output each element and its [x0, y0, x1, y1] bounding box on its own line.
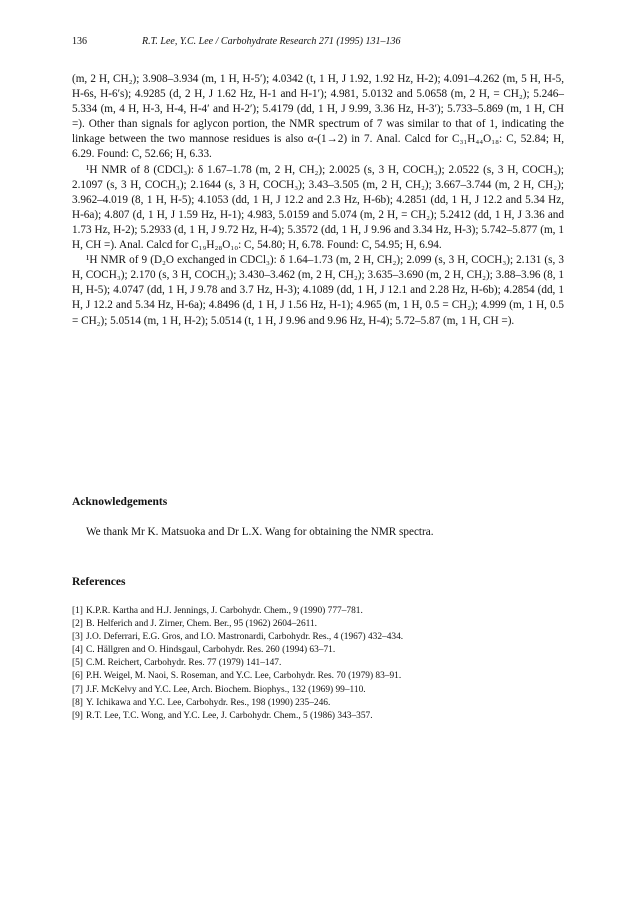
- body-paragraph-1: (m, 2 H, CH₂); 3.908–3.934 (m, 1 H, H-5′); 4.0342 (t, 1 H, J 1.92, 1.92 Hz, H-2); 4.091–4.262 (m, 5 H, H-5, H-6s, H-6′s); 4.9285 (d, 2 H, J 1.62 Hz, H-1 and H-1′); 4.981, 5.0132 and 5.0658 (m, 2 H, = CH₂); 5.246–5.334 (m, 4 H, H-3, H-4, H-4′ and H-2′); 5.4179 (dd, 1 H, J 9.99, 3.36 Hz, H-3′); 5.733–5.869 (m, 1 H, CH =). Other than signals for aglycon portion, the NMR spectrum of 7 was similar to that of 1, indicating the linkage between the two mannose residues is also α-(1→2) in 7. Anal. Calcd for C₃₁H₄₄O₁₈: C, 52.84; H, 6.29. Found: C, 52.66; H, 6.33.: [72, 73, 564, 161]
- reference-item: [72, 710, 564, 723]
- references-heading: References: [72, 576, 126, 588]
- page: [72, 36, 564, 721]
- reference-text: C. Hällgren and O. Hindsgaul, Carbohydr. Res. 260 (1994) 63–71.: [86, 645, 336, 656]
- running-head: [72, 36, 564, 50]
- reference-text: J.F. McKelvy and Y.C. Lee, Arch. Biochem. Biophys., 132 (1969) 99–110.: [86, 684, 366, 695]
- body-text: [72, 72, 564, 329]
- reference-item: [72, 605, 564, 618]
- reference-text: R.T. Lee, T.C. Wong, and Y.C. Lee, J. Carbohydr. Chem., 5 (1986) 343–357.: [86, 710, 373, 721]
- reference-item: [72, 657, 564, 670]
- reference-number: [1]: [72, 606, 83, 616]
- reference-text: K.P.R. Kartha and H.J. Jennings, J. Carbohydr. Chem., 9 (1990) 777–781.: [86, 606, 363, 616]
- reference-item: [72, 697, 564, 710]
- reference-text: P.H. Weigel, M. Naoi, S. Roseman, and Y.C. Lee, Carbohydr. Res. 70 (1979) 83–91.: [86, 671, 402, 682]
- journal-reference: R.T. Lee, Y.C. Lee / Carbohydrate Research 271 (1995) 131–136: [142, 36, 401, 47]
- reference-item: [72, 684, 564, 697]
- reference-item: [72, 618, 564, 631]
- reference-text: C.M. Reichert, Carbohydr. Res. 77 (1979) 141–147.: [86, 658, 282, 669]
- reference-text: J.O. Deferrari, E.G. Gros, and I.O. Mastronardi, Carbohydr. Res., 4 (1967) 432–434.: [86, 632, 404, 643]
- acknowledgements-heading: Acknowledgements: [72, 496, 168, 508]
- reference-number: [7]: [72, 684, 83, 695]
- reference-number: [6]: [72, 671, 83, 682]
- reference-text: Y. Ichikawa and Y.C. Lee, Carbohydr. Res., 198 (1990) 235–246.: [86, 697, 331, 708]
- reference-item: [72, 631, 564, 644]
- body-paragraph-3: ¹H NMR of 9 (D₂O exchanged in CDCl₃): δ 1.64–1.73 (m, 2 H, CH₂); 2.099 (s, 3 H, COCH₃); 2.131 (s, 3 H, COCH₃); 2.170 (s, 3 H, COCH₃); 3.430–3.462 (m, 2 H, CH₂); 3.635–3.690 (m, 2 H, CH₂); 3.88–3.96 (8, 1 H, H-5); 4.0747 (dd, 1 H, J 9.78 and 3.7 Hz, H-3); 4.1089 (dd, 1 H, J 12.1 and 2.28 Hz, H-6b); 4.2854 (dd, 1 H, J 12.2 and 5.34 Hz, H-6a); 4.8496 (d, 1 H, J 1.56 Hz, H-1); 4.965 (m, 1 H, 0.5 = CH₂); 4.999 (m, 1 H, 0.5 = CH₂); 5.0514 (m, 1 H, H-2); 5.0514 (t, 1 H, J 9.96 and 9.96 Hz, H-4); 5.72–5.87 (m, 1 H, CH =).: [72, 254, 564, 327]
- reference-number: [8]: [72, 697, 83, 708]
- acknowledgements-text: We thank Mr K. Matsuoka and Dr L.X. Wang for obtaining the NMR spectra.: [86, 526, 434, 538]
- reference-item: [72, 644, 564, 657]
- reference-number: [2]: [72, 619, 83, 630]
- reference-number: [5]: [72, 658, 83, 669]
- reference-number: [9]: [72, 710, 83, 721]
- reference-item: [72, 670, 564, 683]
- reference-list: [72, 605, 564, 723]
- page-number: 136: [72, 36, 87, 47]
- reference-text: B. Helferich and J. Zirner, Chem. Ber., 95 (1962) 2604–2611.: [86, 619, 317, 630]
- reference-number: [4]: [72, 645, 83, 656]
- reference-number: [3]: [72, 632, 83, 643]
- body-paragraph-2: ¹H NMR of 8 (CDCl₃): δ 1.67–1.78 (m, 2 H, CH₂); 2.0025 (s, 3 H, COCH₃); 2.0522 (s, 3 H, COCH₃); 2.1097 (s, 3 H, COCH₃); 2.1644 (s, 3 H, COCH₃); 3.43–3.505 (m, 2 H, CH₂); 3.667–3.744 (m, 2 H, CH₂); 3.962–4.019 (8, 1 H, H-5); 4.1053 (dd, 1 H, J 12.2 and 2.3 Hz, H-6b); 4.2851 (dd, 1 H, J 12.2 and 5.34 Hz, H-6a); 4.807 (d, 1 H, J 1.59 Hz, H-1); 4.983, 5.0159 and 5.074 (m, 2 H, = CH₂); 5.2412 (dd, 1 H, J 3.36 and 1.73 Hz, H-2); 5.2933 (d, 1 H, J 9.72 Hz, H-4); 5.3572 (dd, 1 H, J 9.96 and 3.34 Hz, H-3); 5.742–5.877 (m, 1 H, CH =). Anal. Calcd for C₁₉H₂₈O₁₀: C, 54.80; H, 6.78. Found: C, 54.95; H, 6.94.: [72, 163, 564, 252]
